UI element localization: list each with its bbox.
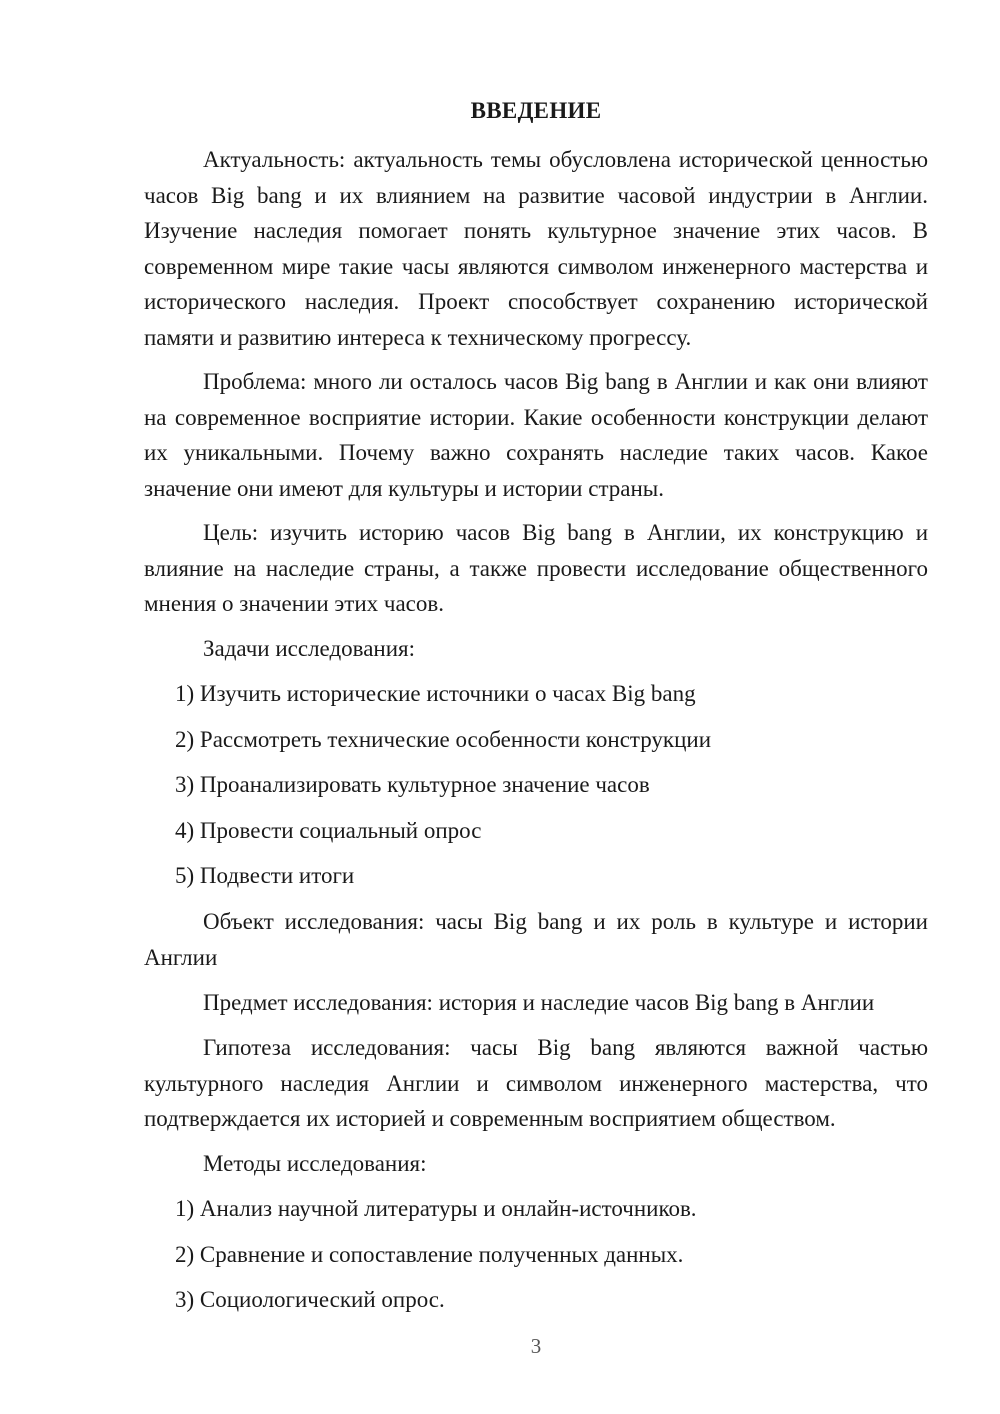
- page-number: 3: [530, 1334, 542, 1358]
- methods-title: Методы исследования:: [203, 1151, 427, 1176]
- list-item: 2) Сравнение и сопоставление полученных данных.: [175, 1242, 684, 1267]
- list-item: 3) Проанализировать культурное значение часов: [175, 772, 650, 797]
- list-item: 1) Анализ научной литературы и онлайн-источников.: [175, 1196, 697, 1221]
- paragraph-subject: Предмет исследования: история и наследие часов Big bang в Англии: [203, 990, 875, 1015]
- list-item: 2) Рассмотреть технические особенности конструкции: [175, 727, 712, 752]
- paragraph-goal: Цель: изучить историю часов Big bang в Англии, их конструкцию и влияние на наследие страны, а также провести исследование общественного мнения о значении этих часов.: [144, 520, 928, 616]
- paragraph-object: Объект исследования: часы Big bang и их роль в культуре и истории Англии: [144, 909, 928, 970]
- page-title: ВВЕДЕНИЕ: [470, 98, 602, 123]
- list-item: 4) Провести социальный опрос: [175, 818, 482, 843]
- paragraph-relevance: Актуальность: актуальность темы обусловлена исторической ценностью часов Big bang и их влиянием на развитие часовой индустрии в Англии. Изучение наследия помогает понять культурное значение этих часов. В современном мире такие часы являются символом инженерного мастерства и исторического наследия. Проект способствует сохранению исторической памяти и развитию интереса к техническому прогрессу.: [144, 147, 928, 350]
- paragraph-hypothesis: Гипотеза исследования: часы Big bang являются важной частью культурного наследия Англии и символом инженерного мастерства, что подтверждается их историей и современным восприятием обществом.: [144, 1035, 928, 1131]
- list-item: 3) Социологический опрос.: [175, 1287, 445, 1312]
- tasks-title: Задачи исследования:: [203, 636, 416, 661]
- document-page: [144, 0, 928, 1414]
- list-item: 1) Изучить исторические источники о часах Big bang: [175, 681, 696, 706]
- list-item: 5) Подвести итоги: [175, 863, 355, 888]
- paragraph-problem: Проблема: много ли осталось часов Big bang в Англии и как они влияют на современное восприятие истории. Какие особенности конструкции делают их уникальными. Почему важно сохранять наследие таких часов. Какое значение они имеют для культуры и истории страны.: [144, 369, 928, 501]
